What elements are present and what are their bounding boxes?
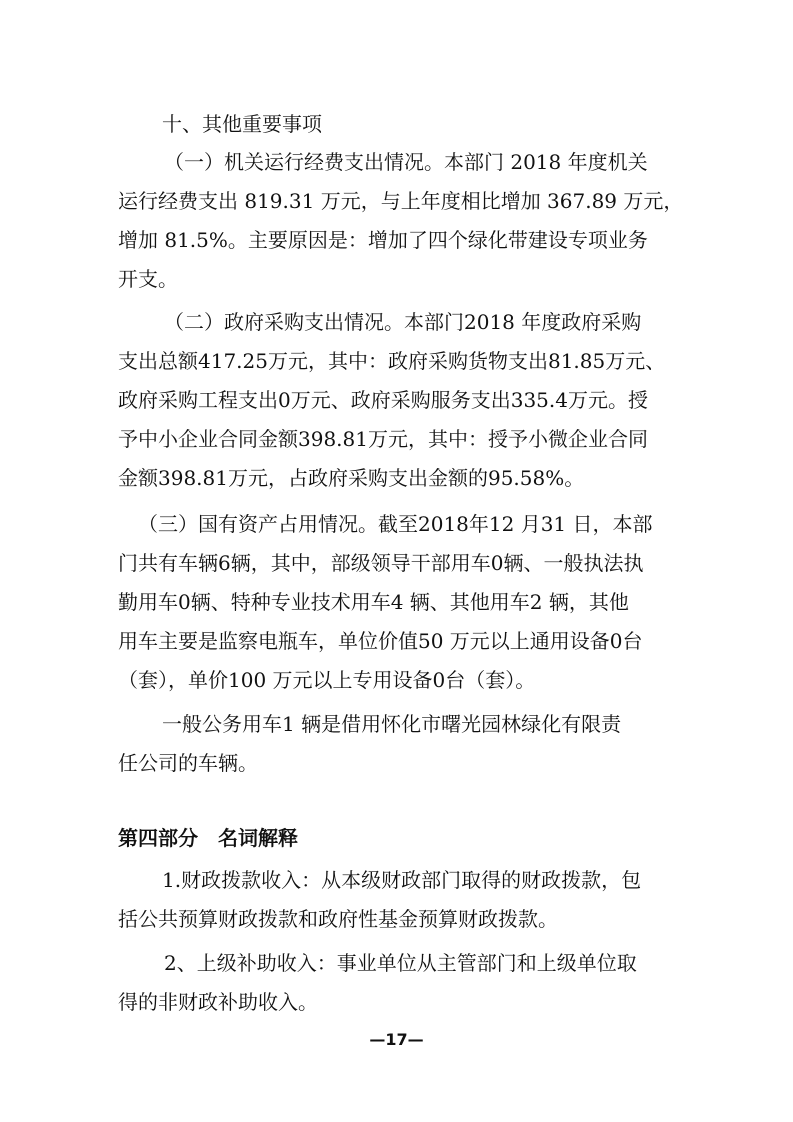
page-number: —17—	[369, 1030, 424, 1049]
paragraph-line: 支出总额417.25万元，其中：政府采购货物支出81.85万元、	[118, 349, 666, 373]
paragraph-line: 门共有车辆6辆，其中，部级领导干部用车0辆、一般执法执	[118, 551, 644, 575]
paragraph-line: （套），单价100 万元以上专用设备0台（套）。	[118, 668, 536, 692]
paragraph-line: 2、上级补助收入：事业单位从主管部门和上级单位取	[164, 951, 637, 975]
paragraph-line: 1.财政拨款收入：从本级财政部门取得的财政拨款，包	[162, 868, 642, 892]
paragraph-line: 开支。	[118, 267, 178, 291]
paragraph-line: 运行经费支出 819.31 万元，与上年度相比增加 367.89 万元，	[118, 189, 684, 213]
paragraph-line: （三）国有资产占用情况。截至2018年12 月31 日，本部	[138, 512, 653, 536]
paragraph-line: 金额398.81万元，占政府采购支出金额的95.58%。	[118, 466, 585, 490]
paragraph-line: 得的非财政补助收入。	[118, 990, 318, 1014]
paragraph-line: 用车主要是监察电瓶车，单位价值50 万元以上通用设备0台	[118, 629, 643, 653]
paragraph-line: 增加 81.5%。主要原因是：增加了四个绿化带建设专项业务	[118, 228, 648, 252]
paragraph-line: 政府采购工程支出0万元、政府采购服务支出335.4万元。授	[118, 388, 648, 412]
paragraph-line: 一般公务用车1 辆是借用怀化市曙光园林绿化有限责	[162, 712, 622, 736]
part-four-title: 第四部分 名词解释	[118, 826, 298, 850]
paragraph-line: 予中小企业合同金额398.81万元，其中：授予小微企业合同	[118, 427, 648, 451]
paragraph-line: （二）政府采购支出情况。本部门2018 年度政府采购	[164, 310, 642, 334]
paragraph-line: 任公司的车辆。	[118, 751, 258, 775]
paragraph-line: 括公共预算财政拨款和政府性基金预算财政拨款。	[118, 907, 558, 931]
paragraph-line: 勤用车0辆、特种专业技术用车4 辆、其他用车2 辆，其他	[118, 590, 629, 614]
section-ten-title: 十、其他重要事项	[162, 112, 322, 136]
paragraph-line: （一）机关运行经费支出情况。本部门 2018 年度机关	[164, 150, 648, 174]
